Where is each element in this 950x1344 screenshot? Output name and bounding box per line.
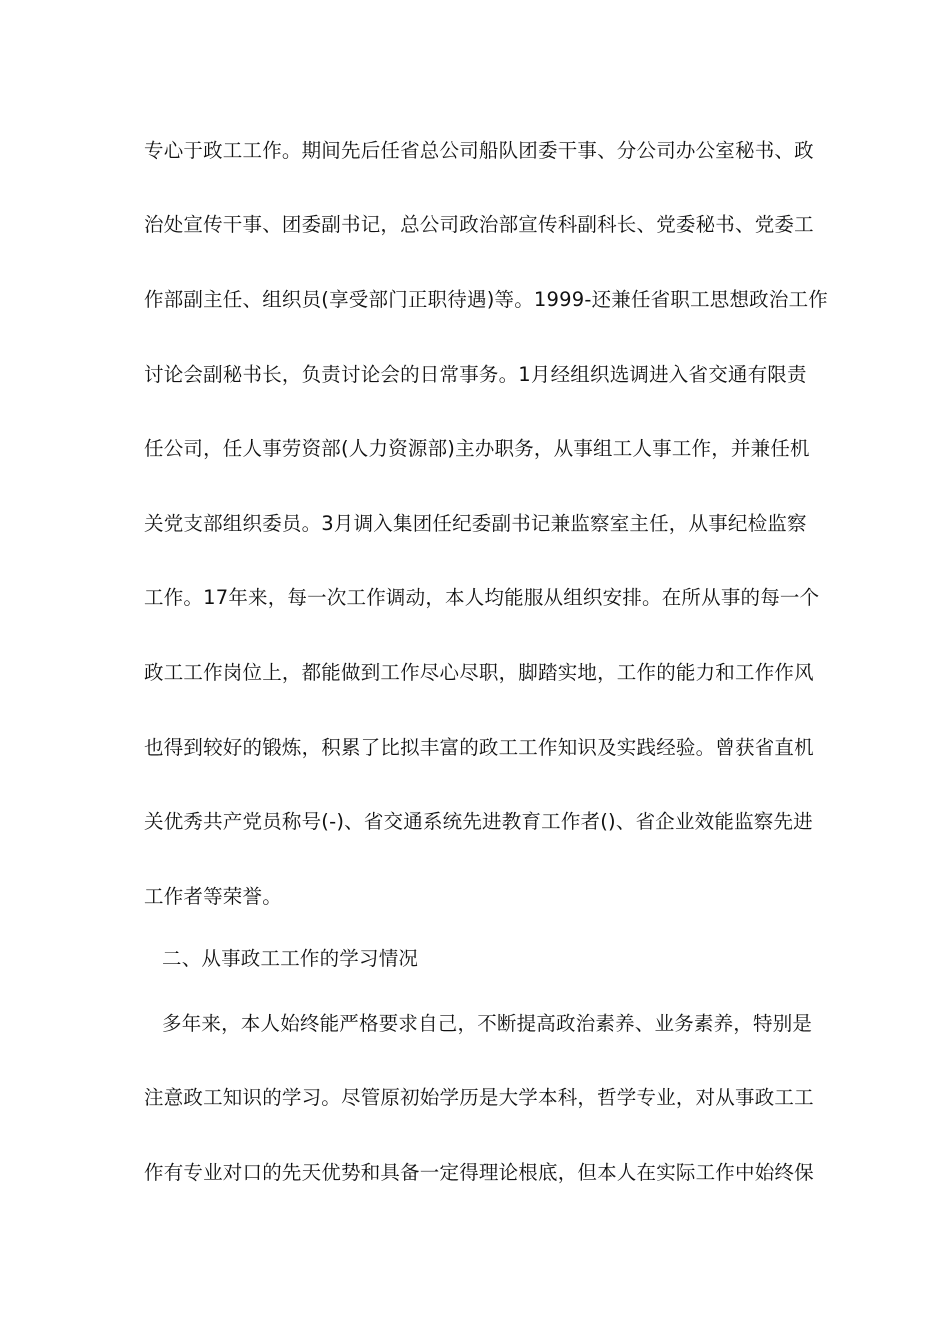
body-text-line: 多年来，本人始终能严格要求自己，不断提高政治素养、业务素养，特别是 xyxy=(162,1012,813,1035)
section-heading: 二、从事政工工作的学习情况 xyxy=(162,947,419,970)
body-text-line: 也得到较好的锻炼，积累了比拟丰富的政工工作知识及实践经验。曾获省直机 xyxy=(144,736,814,759)
body-text-line: 治处宣传干事、团委副书记，总公司政治部宣传科副科长、党委秘书、党委工 xyxy=(144,213,814,236)
body-text-line: 作部副主任、组织员(享受部门正职待遇)等。1999-还兼任省职工思想政治工作 xyxy=(144,288,828,311)
body-text-line: 政工工作岗位上，都能做到工作尽心尽职，脚踏实地，工作的能力和工作作风 xyxy=(144,661,814,684)
body-text-line: 任公司，任人事劳资部(人力资源部)主办职务，从事组工人事工作，并兼任机 xyxy=(144,437,810,460)
body-text-line: 专心于政工工作。期间先后任省总公司船队团委干事、分公司办公室秘书、政 xyxy=(144,139,814,162)
body-text-line: 讨论会副秘书长，负责讨论会的日常事务。1月经组织选调进入省交通有限责 xyxy=(144,363,807,386)
body-text-line: 工作者等荣誉。 xyxy=(144,885,282,908)
body-text-line: 作有专业对口的先天优势和具备一定得理论根底，但本人在实际工作中始终保 xyxy=(144,1161,814,1184)
body-text-line: 关优秀共产党员称号(-)、省交通系统先进教育工作者()、省企业效能监察先进 xyxy=(144,810,813,833)
body-text-line: 关党支部组织委员。3月调入集团任纪委副书记兼监察室主任，从事纪检监察 xyxy=(144,512,807,535)
body-text-line: 工作。17年来，每一次工作调动，本人均能服从组织安排。在所从事的每一个 xyxy=(144,586,820,609)
body-text-line: 注意政工知识的学习。尽管原初始学历是大学本科，哲学专业，对从事政工工 xyxy=(144,1086,814,1109)
